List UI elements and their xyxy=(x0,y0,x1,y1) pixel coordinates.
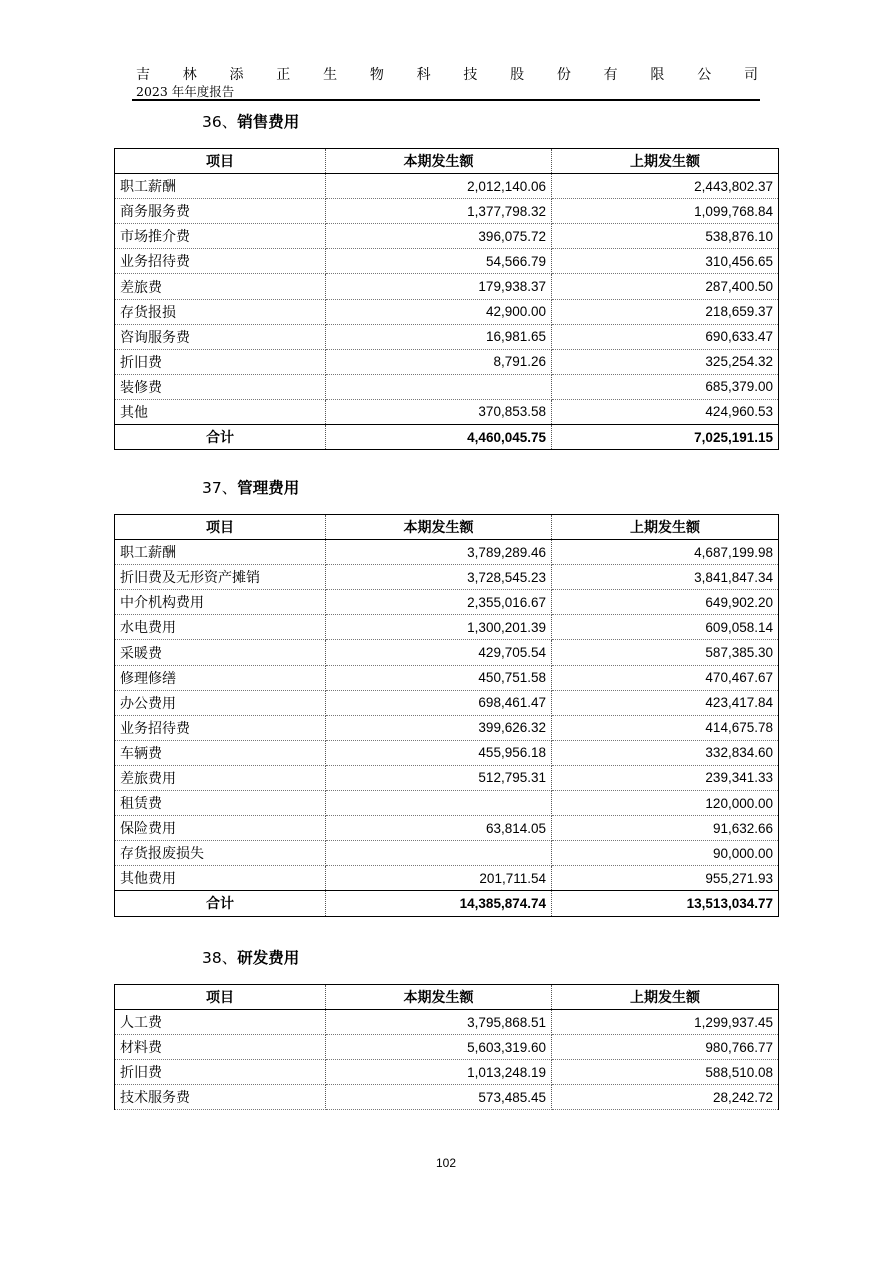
company-char: 添 xyxy=(229,67,244,83)
table-row xyxy=(115,690,779,715)
table-row xyxy=(115,249,779,274)
current-amount-cell: 14,385,874.74 xyxy=(326,891,552,916)
item-cell: 折旧费 xyxy=(115,1060,326,1085)
item-cell: 修理修缮 xyxy=(115,665,326,690)
item-cell: 折旧费及无形资产摊销 xyxy=(115,565,326,590)
admin-expenses-table xyxy=(114,514,779,917)
col-header-previous: 上期发生额 xyxy=(552,149,779,174)
previous-amount-cell: 13,513,034.77 xyxy=(552,891,779,916)
previous-amount-cell: 218,659.37 xyxy=(552,299,779,324)
selling-expenses-table xyxy=(114,148,779,450)
table-total-row xyxy=(115,425,779,450)
previous-amount-cell: 7,025,191.15 xyxy=(552,425,779,450)
previous-amount-cell: 685,379.00 xyxy=(552,374,779,399)
previous-amount-cell: 239,341.33 xyxy=(552,765,779,790)
table-row xyxy=(115,174,779,199)
table-row xyxy=(115,740,779,765)
current-amount-cell xyxy=(326,374,552,399)
previous-amount-cell: 287,400.50 xyxy=(552,274,779,299)
company-char: 物 xyxy=(369,67,384,83)
previous-amount-cell: 955,271.93 xyxy=(552,866,779,891)
table-row xyxy=(115,615,779,640)
section-number: 36、 xyxy=(202,113,238,131)
table-total-row xyxy=(115,891,779,916)
table-row xyxy=(115,866,779,891)
previous-amount-cell: 4,687,199.98 xyxy=(552,540,779,565)
current-amount-cell: 429,705.54 xyxy=(326,640,552,665)
item-cell: 其他费用 xyxy=(115,866,326,891)
section-title-admin-expenses xyxy=(202,476,299,498)
current-amount-cell: 1,300,201.39 xyxy=(326,615,552,640)
current-amount-cell xyxy=(326,841,552,866)
previous-amount-cell: 310,456.65 xyxy=(552,249,779,274)
table-row xyxy=(115,1010,779,1035)
current-amount-cell: 2,355,016.67 xyxy=(326,590,552,615)
current-amount-cell: 512,795.31 xyxy=(326,765,552,790)
table-row xyxy=(115,399,779,424)
item-cell: 折旧费 xyxy=(115,349,326,374)
col-header-item: 项目 xyxy=(115,515,326,540)
item-cell: 业务招待费 xyxy=(115,249,326,274)
section-number: 37、 xyxy=(202,479,238,497)
table-row xyxy=(115,791,779,816)
company-name-header xyxy=(136,64,758,84)
current-amount-cell: 3,728,545.23 xyxy=(326,565,552,590)
previous-amount-cell: 609,058.14 xyxy=(552,615,779,640)
section-title-rd-expenses xyxy=(202,946,299,968)
current-amount-cell: 54,566.79 xyxy=(326,249,552,274)
previous-amount-cell: 120,000.00 xyxy=(552,791,779,816)
item-cell: 职工薪酬 xyxy=(115,174,326,199)
current-amount-cell: 42,900.00 xyxy=(326,299,552,324)
section-name: 研发费用 xyxy=(237,948,300,967)
company-char: 技 xyxy=(463,67,478,83)
previous-amount-cell: 423,417.84 xyxy=(552,690,779,715)
previous-amount-cell: 414,675.78 xyxy=(552,715,779,740)
page-number: 102 xyxy=(435,1156,457,1170)
table-row xyxy=(115,715,779,740)
section-number: 38、 xyxy=(202,949,238,967)
item-cell: 保险费用 xyxy=(115,816,326,841)
table-row xyxy=(115,841,779,866)
table-row xyxy=(115,274,779,299)
col-header-current: 本期发生额 xyxy=(326,985,552,1010)
section-name: 销售费用 xyxy=(237,112,300,131)
current-amount-cell: 698,461.47 xyxy=(326,690,552,715)
table-header-row xyxy=(115,515,779,540)
current-amount-cell xyxy=(326,791,552,816)
previous-amount-cell: 690,633.47 xyxy=(552,324,779,349)
section-title-selling-expenses xyxy=(202,110,299,132)
col-header-previous: 上期发生额 xyxy=(552,515,779,540)
current-amount-cell: 16,981.65 xyxy=(326,324,552,349)
item-cell: 租赁费 xyxy=(115,791,326,816)
company-char: 科 xyxy=(416,67,431,83)
previous-amount-cell: 28,242.72 xyxy=(552,1085,779,1110)
current-amount-cell: 450,751.58 xyxy=(326,665,552,690)
previous-amount-cell: 332,834.60 xyxy=(552,740,779,765)
item-cell: 办公费用 xyxy=(115,690,326,715)
report-title: 2023 年年度报告 xyxy=(136,84,235,99)
previous-amount-cell: 538,876.10 xyxy=(552,224,779,249)
item-cell: 装修费 xyxy=(115,374,326,399)
item-cell: 材料费 xyxy=(115,1035,326,1060)
table-row xyxy=(115,199,779,224)
current-amount-cell: 3,789,289.46 xyxy=(326,540,552,565)
table-row xyxy=(115,1035,779,1060)
company-char: 公 xyxy=(697,67,712,83)
item-cell: 存货报废损失 xyxy=(115,841,326,866)
item-cell: 车辆费 xyxy=(115,740,326,765)
col-header-current: 本期发生额 xyxy=(326,149,552,174)
previous-amount-cell: 470,467.67 xyxy=(552,665,779,690)
table-row xyxy=(115,224,779,249)
item-cell: 职工薪酬 xyxy=(115,540,326,565)
company-char: 份 xyxy=(556,67,571,83)
item-cell: 商务服务费 xyxy=(115,199,326,224)
item-cell: 存货报损 xyxy=(115,299,326,324)
current-amount-cell: 396,075.72 xyxy=(326,224,552,249)
table-row xyxy=(115,765,779,790)
company-char: 吉 xyxy=(136,67,150,83)
previous-amount-cell: 1,099,768.84 xyxy=(552,199,779,224)
table-row xyxy=(115,640,779,665)
table-row xyxy=(115,816,779,841)
header-rule xyxy=(132,99,760,101)
table-row xyxy=(115,1085,779,1110)
company-char: 正 xyxy=(276,67,291,83)
item-cell: 其他 xyxy=(115,399,326,424)
table-row xyxy=(115,565,779,590)
current-amount-cell: 4,460,045.75 xyxy=(326,425,552,450)
current-amount-cell: 1,377,798.32 xyxy=(326,199,552,224)
table-row xyxy=(115,665,779,690)
col-header-item: 项目 xyxy=(115,985,326,1010)
current-amount-cell: 3,795,868.51 xyxy=(326,1010,552,1035)
company-char: 林 xyxy=(182,67,197,83)
item-cell: 中介机构费用 xyxy=(115,590,326,615)
table-header-row xyxy=(115,149,779,174)
table-row xyxy=(115,590,779,615)
col-header-current: 本期发生额 xyxy=(326,515,552,540)
company-char: 生 xyxy=(323,67,338,83)
current-amount-cell: 399,626.32 xyxy=(326,715,552,740)
item-cell: 采暖费 xyxy=(115,640,326,665)
current-amount-cell: 201,711.54 xyxy=(326,866,552,891)
item-cell: 技术服务费 xyxy=(115,1085,326,1110)
previous-amount-cell: 424,960.53 xyxy=(552,399,779,424)
company-char: 有 xyxy=(603,67,618,83)
table-row xyxy=(115,299,779,324)
rd-expenses-table xyxy=(114,984,779,1110)
table-row xyxy=(115,374,779,399)
col-header-item: 项目 xyxy=(115,149,326,174)
previous-amount-cell: 90,000.00 xyxy=(552,841,779,866)
previous-amount-cell: 980,766.77 xyxy=(552,1035,779,1060)
current-amount-cell: 2,012,140.06 xyxy=(326,174,552,199)
previous-amount-cell: 1,299,937.45 xyxy=(552,1010,779,1035)
previous-amount-cell: 325,254.32 xyxy=(552,349,779,374)
previous-amount-cell: 649,902.20 xyxy=(552,590,779,615)
table-row xyxy=(115,349,779,374)
current-amount-cell: 5,603,319.60 xyxy=(326,1035,552,1060)
item-cell: 业务招待费 xyxy=(115,715,326,740)
item-cell: 市场推介费 xyxy=(115,224,326,249)
table-row xyxy=(115,324,779,349)
previous-amount-cell: 587,385.30 xyxy=(552,640,779,665)
previous-amount-cell: 91,632.66 xyxy=(552,816,779,841)
current-amount-cell: 370,853.58 xyxy=(326,399,552,424)
company-char: 司 xyxy=(743,67,758,83)
table-header-row xyxy=(115,985,779,1010)
item-cell: 差旅费用 xyxy=(115,765,326,790)
previous-amount-cell: 588,510.08 xyxy=(552,1060,779,1085)
current-amount-cell: 63,814.05 xyxy=(326,816,552,841)
previous-amount-cell: 3,841,847.34 xyxy=(552,565,779,590)
table-row xyxy=(115,1060,779,1085)
table-row xyxy=(115,540,779,565)
item-cell: 合计 xyxy=(115,425,326,450)
current-amount-cell: 1,013,248.19 xyxy=(326,1060,552,1085)
current-amount-cell: 573,485.45 xyxy=(326,1085,552,1110)
section-name: 管理费用 xyxy=(237,478,300,497)
item-cell: 咨询服务费 xyxy=(115,324,326,349)
current-amount-cell: 8,791.26 xyxy=(326,349,552,374)
company-char: 股 xyxy=(510,67,525,83)
current-amount-cell: 179,938.37 xyxy=(326,274,552,299)
item-cell: 合计 xyxy=(115,891,326,916)
company-char: 限 xyxy=(650,67,665,83)
item-cell: 差旅费 xyxy=(115,274,326,299)
item-cell: 水电费用 xyxy=(115,615,326,640)
current-amount-cell: 455,956.18 xyxy=(326,740,552,765)
col-header-previous: 上期发生额 xyxy=(552,985,779,1010)
item-cell: 人工费 xyxy=(115,1010,326,1035)
previous-amount-cell: 2,443,802.37 xyxy=(552,174,779,199)
